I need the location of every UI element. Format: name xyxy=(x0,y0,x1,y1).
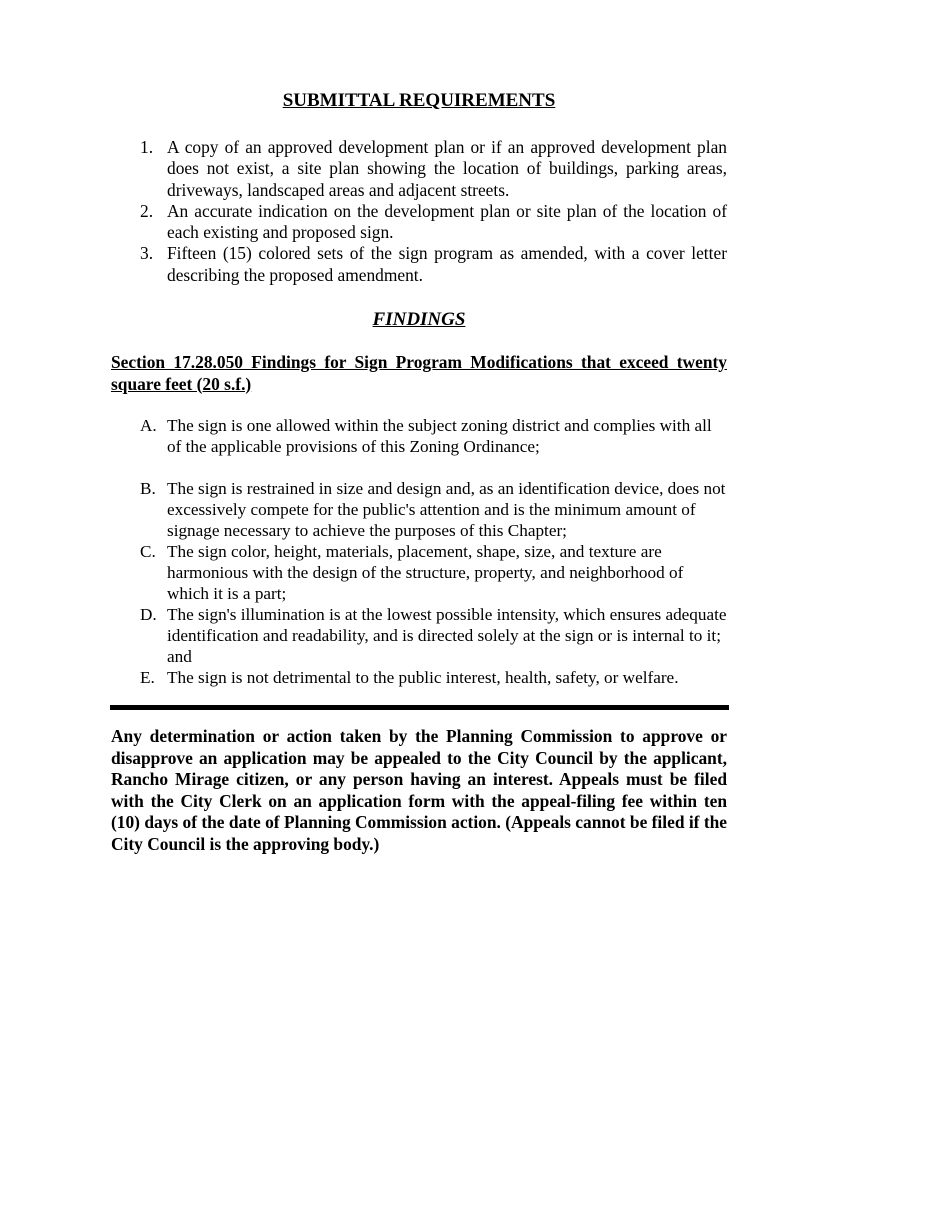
list-item xyxy=(140,667,727,688)
findings-heading: FINDINGS xyxy=(372,309,466,330)
list-item-letter: A. xyxy=(140,416,157,435)
list-item-text: The sign is one allowed within the subject zoning district and complies with all of the applicable provisions of this Zoning Ordinance; xyxy=(167,416,712,456)
list-item-number: 1. xyxy=(140,137,154,157)
list-item xyxy=(140,137,727,201)
list-item-number: 3. xyxy=(140,243,154,264)
list-item xyxy=(140,243,727,286)
list-item-letter: E. xyxy=(140,668,155,687)
appeal-notice: Any determination or action taken by the Planning Commission to approve or disapprove an application may be appealed to the City Council by the applicant, Rancho Mirage citizen, or any person having an interest. Appeals must be filed with the City Clerk on an application form with the appeal-filing fee within ten (10) days of the date of Planning Commission action. (Appeals cannot be filed if the City Council is the approving body.) xyxy=(111,726,727,854)
list-item xyxy=(140,604,727,667)
section-heading: Section 17.28.050 Findings for Sign Program Modifications that exceed twenty square feet (20 s.f.) xyxy=(111,352,727,394)
submittal-requirements-title: SUBMITTAL REQUIREMENTS xyxy=(282,90,556,111)
list-item-text: The sign is restrained in size and design and, as an identification device, does not excessively compete for the public's attention and is the minimum amount of signage necessary to achieve the purposes of this Chapter; xyxy=(167,479,726,540)
list-item-letter: C. xyxy=(140,542,156,561)
list-item-text: The sign color, height, materials, placement, shape, size, and texture are harmonious with the design of the structure, property, and neighborhood of which it is a part; xyxy=(167,542,684,603)
list-item xyxy=(140,415,727,457)
submittal-requirements-list xyxy=(140,137,727,286)
list-item-text: The sign's illumination is at the lowest possible intensity, which ensures adequate identification and readability, and is directed solely at the sign or is internal to it; and xyxy=(167,605,727,666)
list-item-text: The sign is not detrimental to the public interest, health, safety, or welfare. xyxy=(167,668,679,687)
list-item xyxy=(140,541,727,604)
findings-list xyxy=(140,415,727,688)
list-item-text: A copy of an approved development plan or if an approved development plan does not exist, a site plan showing the location of buildings, parking areas, driveways, landscaped areas and adjacent streets. xyxy=(167,137,727,200)
list-item-number: 2. xyxy=(140,200,154,221)
list-item-letter: D. xyxy=(140,605,157,624)
list-item xyxy=(140,201,727,244)
list-item-letter: B. xyxy=(140,479,156,498)
list-item-text: An accurate indication on the development plan or site plan of the location of each existing and proposed sign. xyxy=(167,200,727,243)
list-item xyxy=(140,478,727,541)
section-divider xyxy=(110,705,729,710)
list-item-text: Fifteen (15) colored sets of the sign program as amended, with a cover letter describing the proposed amendment. xyxy=(167,243,727,285)
